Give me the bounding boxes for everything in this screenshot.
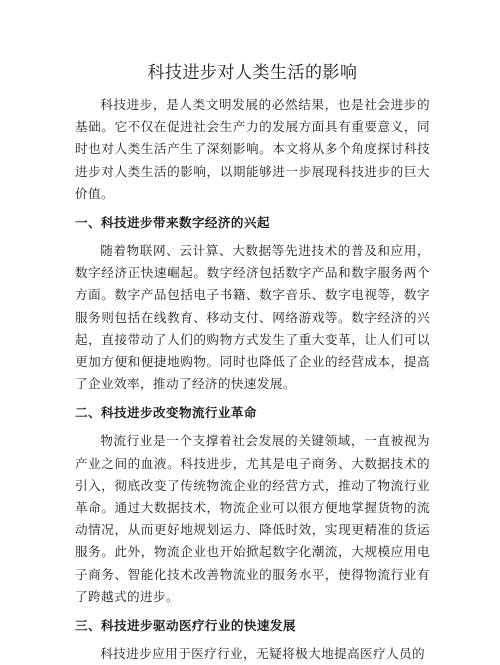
section-paragraph: 物流行业是一个支撑着社会发展的关键领域，一直被视为产业之间的血液。科技进步，尤其是电子商务、大数据技术的引入，彻底改变了传统物流企业的经营方式，推动了物流行业革命。通过大数据技术，物流企业可以很方便地掌握货物的流动情况，从而更好地规划运力、降低时效，实现更精准的货运服务。此外，物流企业也开始掀起数字化潮流，大规模应用电子商务、智能化技术改善物流业的服务水平，使得物流行业有了跨越式的进步。 [75, 433, 430, 604]
section-1 [75, 212, 430, 395]
section-2 [75, 402, 430, 608]
section-heading: 一、科技进步带来数字经济的兴起 [75, 215, 270, 231]
document-title: 科技进步对人类生活的影响 [147, 63, 358, 83]
section-paragraph: 随着物联网、云计算、大数据等先进技术的普及和应用，数字经济正快速崛起。数字经济包括数字产品和数字服务两个方面。数字产品包括电子书籍、数字音乐、数字电视等，数字服务则包括在线教育、移动支付、网络游戏等。数字经济的兴起，直接带动了人们的购物方式发生了重大变革，让人们可以更加方便和便捷地购物。同时也降低了企业的经营成本，提高了企业效率，推动了经济的快速发展。 [75, 243, 430, 392]
section-paragraph: 科技进步应用于医疗行业，无疑将极大地提高医疗人员的 [100, 646, 426, 662]
intro-paragraph: 科技进步，是人类文明发展的必然结果，也是社会进步的基础。它不仅在促进社会生产力的发展方面具有重要意义，同时也对人类生活产生了深刻影响。本文将从多个角度探讨科技进步对人类生活的影响，以期能够进一步展现科技进步的巨大价值。 [75, 97, 430, 201]
section-heading: 二、科技进步改变物流行业革命 [75, 405, 257, 421]
section-3 [75, 615, 430, 665]
section-heading: 三、科技进步驱动医疗行业的快速发展 [75, 618, 296, 634]
